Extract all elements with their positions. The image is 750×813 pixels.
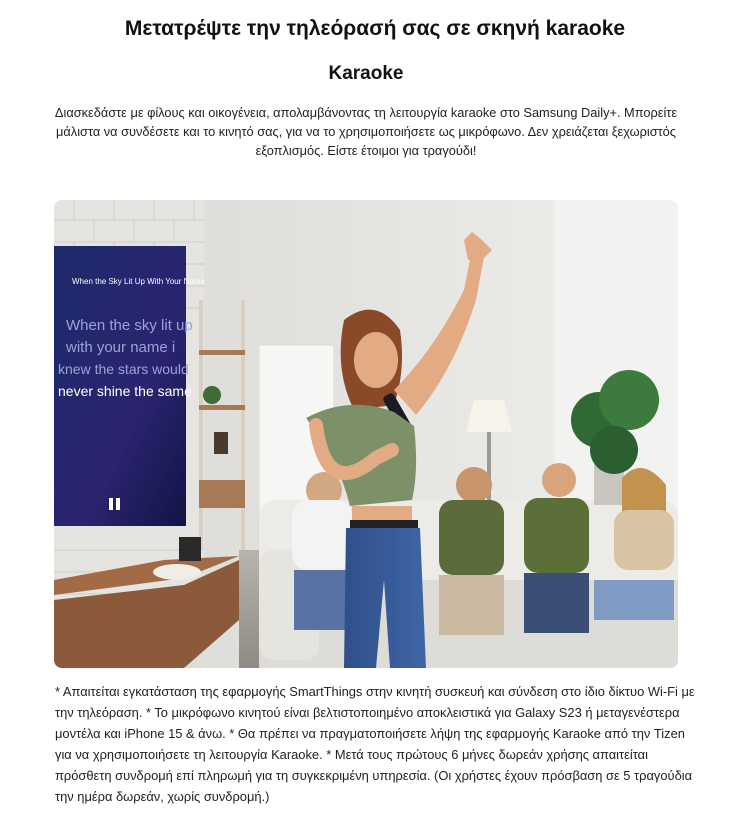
intro-paragraph: Διασκεδάστε με φίλους και οικογένεια, απολαμβάνοντας τη λειτουργία karaoke στο Samsung Daily+. Μπορείτε μάλιστα να συνδέσετε και το κινητό σας, για να το χρησιμοποιήσετε ως μικρόφωνο. Δεν χρειάζεται ξεχωριστός εξοπλισμός. Είστε έτοιμοι για τραγούδι!	[54, 105, 678, 158]
tv-lyric-line-1: When the sky lit up	[66, 317, 193, 334]
tv-lyric-line-3: knew the stars would	[58, 361, 189, 377]
tv-lyric-line-4: never shine the same	[58, 383, 192, 399]
footnote-disclaimer: * Απαιτείται εγκατάσταση της εφαρμογής SmartThings στην κινητή συσκευή και σύνδεση στο ίδιο δίκτυο Wi-Fi με την τηλεόραση. * Το μικρόφωνο κινητού είναι βελτιστοποιημένο αποκλειστικά για Galaxy S23 ή μεταγενέστερα μοντέλα και iPhone 15 & άνω. * Θα πρέπει να πραγματοποιήσετε λήψη της εφαρμογής Karaoke από την Tizen για να χρησιμοποιήσετε τη λειτουργία Karaoke. * Μετά τους πρώτους 6 μήνες δωρεάν χρήσης απαιτείται πρόσθετη συνδρομή επί πληρωμή για τη συγκεκριμένη υπηρεσία. (Οι χρήστες έχουν πρόσβαση σε 5 τραγούδια την ημέρα δωρεάν, χωρίς συνδρομή.)	[55, 684, 695, 804]
karaoke-hero-image	[54, 200, 678, 668]
tv-lyric-line-2: with your name i	[66, 339, 176, 356]
tv-song-title: When the Sky Lit Up With Your Name	[72, 277, 205, 286]
tv-screen	[54, 246, 206, 526]
page-title: Μετατρέψτε την τηλεόρασή σας σε σκηνή karaoke	[124, 17, 626, 40]
section-subtitle: Karaoke	[328, 63, 404, 84]
